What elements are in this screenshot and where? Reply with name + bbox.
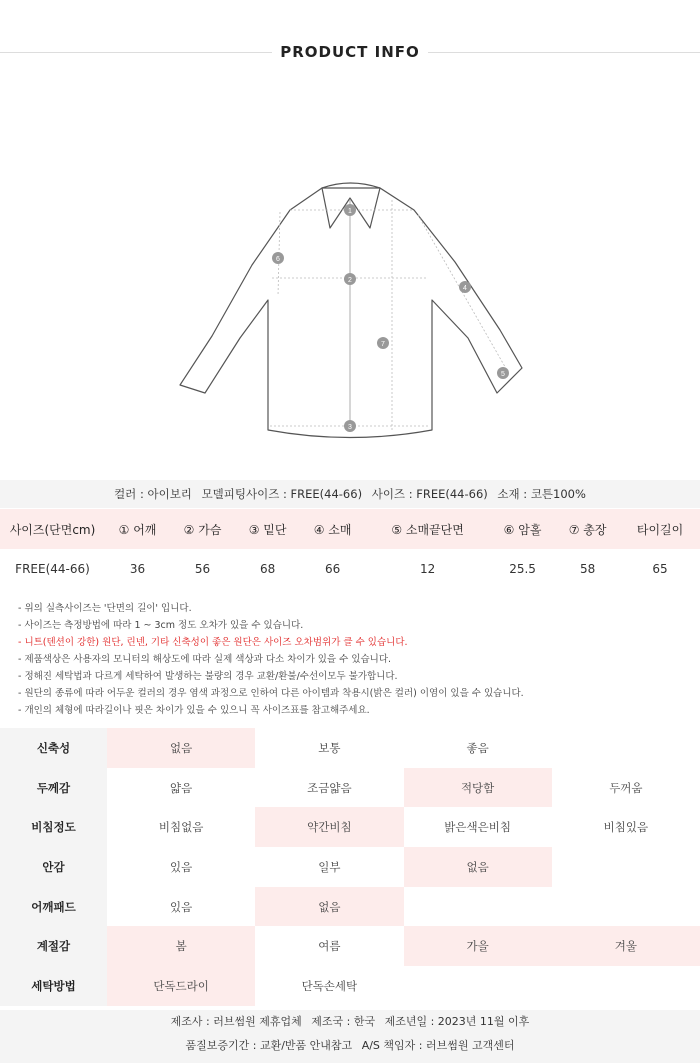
section-header — [0, 40, 700, 66]
attribute-option: 밝은색은비침 — [444, 820, 511, 835]
attribute-option: 조금얇음 — [307, 780, 352, 795]
attribute-option: 좋음 — [466, 740, 489, 755]
attribute-option: 있음 — [170, 899, 193, 914]
attribute-option: 비침없음 — [158, 820, 204, 835]
note-line-warning: - 니트(텐션이 강한) 원단, 린넨, 기타 신축성이 좋은 원단은 사이즈 오차범위가 클 수 있습니다. — [18, 637, 408, 648]
size-cell: 12 — [419, 562, 436, 576]
size-cell: 36 — [129, 562, 146, 576]
attribute-label: 비침정도 — [0, 807, 107, 847]
size-header-cell: ② 가슴 — [170, 509, 235, 549]
attribute-option: 없음 — [255, 887, 403, 927]
country-info: 제조국 : 한국 — [311, 1015, 376, 1028]
size-header-cell: 타이길이 — [620, 509, 700, 549]
size-cell: 56 — [194, 562, 211, 576]
note-line: - 정해진 세탁법과 다르게 세탁하여 발생하는 불량의 경우 교환/환불/수선이모두 불가합니다. — [18, 671, 398, 682]
size-header-cell: ⑤ 소매끝단면 — [365, 509, 490, 549]
maker-info: 제조사 : 러브썸원 제휴업체 — [170, 1015, 302, 1028]
attribute-option: 겨울 — [552, 926, 700, 966]
size-header-cell: ④ 소매 — [300, 509, 365, 549]
attribute-option: 일부 — [318, 859, 341, 874]
attribute-option: 없음 — [404, 847, 552, 887]
date-info: 제조년일 : 2023년 11월 이후 — [384, 1015, 530, 1028]
attribute-option: 비침있음 — [603, 820, 649, 835]
size-notes — [18, 600, 688, 719]
size-cell: 58 — [579, 562, 596, 576]
size-table-header — [0, 509, 700, 549]
marker-4: 4 — [463, 285, 467, 292]
size-header-cell: ⑥ 암홀 — [490, 509, 555, 549]
divider — [428, 52, 700, 53]
attribute-label: 신축성 — [0, 728, 107, 768]
attribute-option: 단독드라이 — [107, 966, 255, 1006]
size-header-cell: ⑦ 총장 — [555, 509, 620, 549]
note-line: - 위의 실측사이즈는 '단면의 길이' 입니다. — [18, 603, 192, 614]
note-line: - 개인의 체형에 따라길이나 핏은 차이가 있을 수 있으니 꼭 사이즈표를 참고해주세요. — [18, 705, 370, 716]
attribute-option: 있음 — [170, 859, 193, 874]
attribute-row — [0, 887, 700, 927]
attribute-table — [0, 728, 700, 1006]
attribute-row — [0, 926, 700, 966]
material-info: 소재 : 코튼100% — [497, 487, 586, 501]
note-line: - 원단의 종류에 따라 어두운 컬러의 경우 염색 과정으로 인하여 다른 아이템과 착용시(밝은 컬러) 이염이 있을 수 있습니다. — [18, 688, 524, 699]
attribute-option: 보통 — [318, 740, 341, 755]
attribute-option: 여름 — [318, 939, 341, 954]
marker-6: 6 — [276, 256, 280, 263]
attribute-option: 적당함 — [404, 768, 552, 808]
marker-3: 3 — [348, 424, 352, 431]
attribute-option — [552, 966, 700, 1006]
size-cell: 66 — [324, 562, 341, 576]
note-line: - 제품색상은 사용자의 모니터의 해상도에 따라 실제 색상과 다소 차이가 있을 수 있습니다. — [18, 654, 392, 665]
page-title: PRODUCT INFO — [280, 43, 420, 61]
attribute-option — [552, 847, 700, 887]
size-table — [0, 509, 700, 589]
footer-info — [0, 1010, 700, 1063]
size-header-cell: ① 어깨 — [105, 509, 170, 549]
size-cell: 68 — [259, 562, 276, 576]
attribute-option — [552, 728, 700, 768]
marker-7: 7 — [381, 341, 385, 348]
size-cell: 25.5 — [509, 562, 536, 576]
marker-5: 5 — [501, 371, 505, 378]
attribute-option: 두꺼움 — [609, 780, 643, 795]
attribute-option: 봄 — [107, 926, 255, 966]
size-header-cell: 사이즈(단면cm) — [0, 509, 105, 549]
warranty-info: 품질보증기간 : 교환/반품 안내참고 — [185, 1039, 353, 1052]
attribute-label: 어깨패드 — [0, 887, 107, 927]
attribute-label: 안감 — [0, 847, 107, 887]
marker-1: 1 — [348, 208, 352, 215]
shirt-measurement-diagram — [0, 170, 700, 450]
as-info: A/S 책임자 : 러브썸원 고객센터 — [361, 1039, 515, 1052]
attribute-option: 가을 — [404, 926, 552, 966]
attribute-row — [0, 807, 700, 847]
attribute-row — [0, 728, 700, 768]
attribute-row — [0, 966, 700, 1006]
attribute-row — [0, 768, 700, 808]
size-cell: FREE(44-66) — [15, 562, 90, 576]
attribute-option: 단독손세탁 — [301, 978, 358, 993]
note-line: - 사이즈는 측정방법에 따라 1 ~ 3cm 정도 오차가 있을 수 있습니다. — [18, 620, 304, 631]
size-info: 사이즈 : FREE(44-66) — [371, 487, 488, 501]
attribute-option: 얇음 — [170, 780, 193, 795]
size-cell: 65 — [652, 562, 668, 576]
measure-markers — [272, 204, 509, 432]
attribute-row — [0, 847, 700, 887]
product-summary-bar — [0, 480, 700, 508]
marker-2: 2 — [348, 277, 352, 284]
attribute-option — [552, 887, 700, 927]
attribute-option — [404, 966, 552, 1006]
model-size-info: 모델피팅사이즈 : FREE(44-66) — [201, 487, 363, 501]
attribute-label: 두께감 — [0, 768, 107, 808]
divider — [0, 52, 272, 53]
attribute-option: 약간비침 — [255, 807, 403, 847]
size-header-cell: ③ 밑단 — [235, 509, 300, 549]
attribute-option: 없음 — [107, 728, 255, 768]
attribute-label: 세탁방법 — [0, 966, 107, 1006]
attribute-label: 계절감 — [0, 926, 107, 966]
table-row — [0, 549, 700, 589]
color-info: 컬러 : 아이보리 — [114, 487, 192, 501]
attribute-option — [404, 887, 552, 927]
